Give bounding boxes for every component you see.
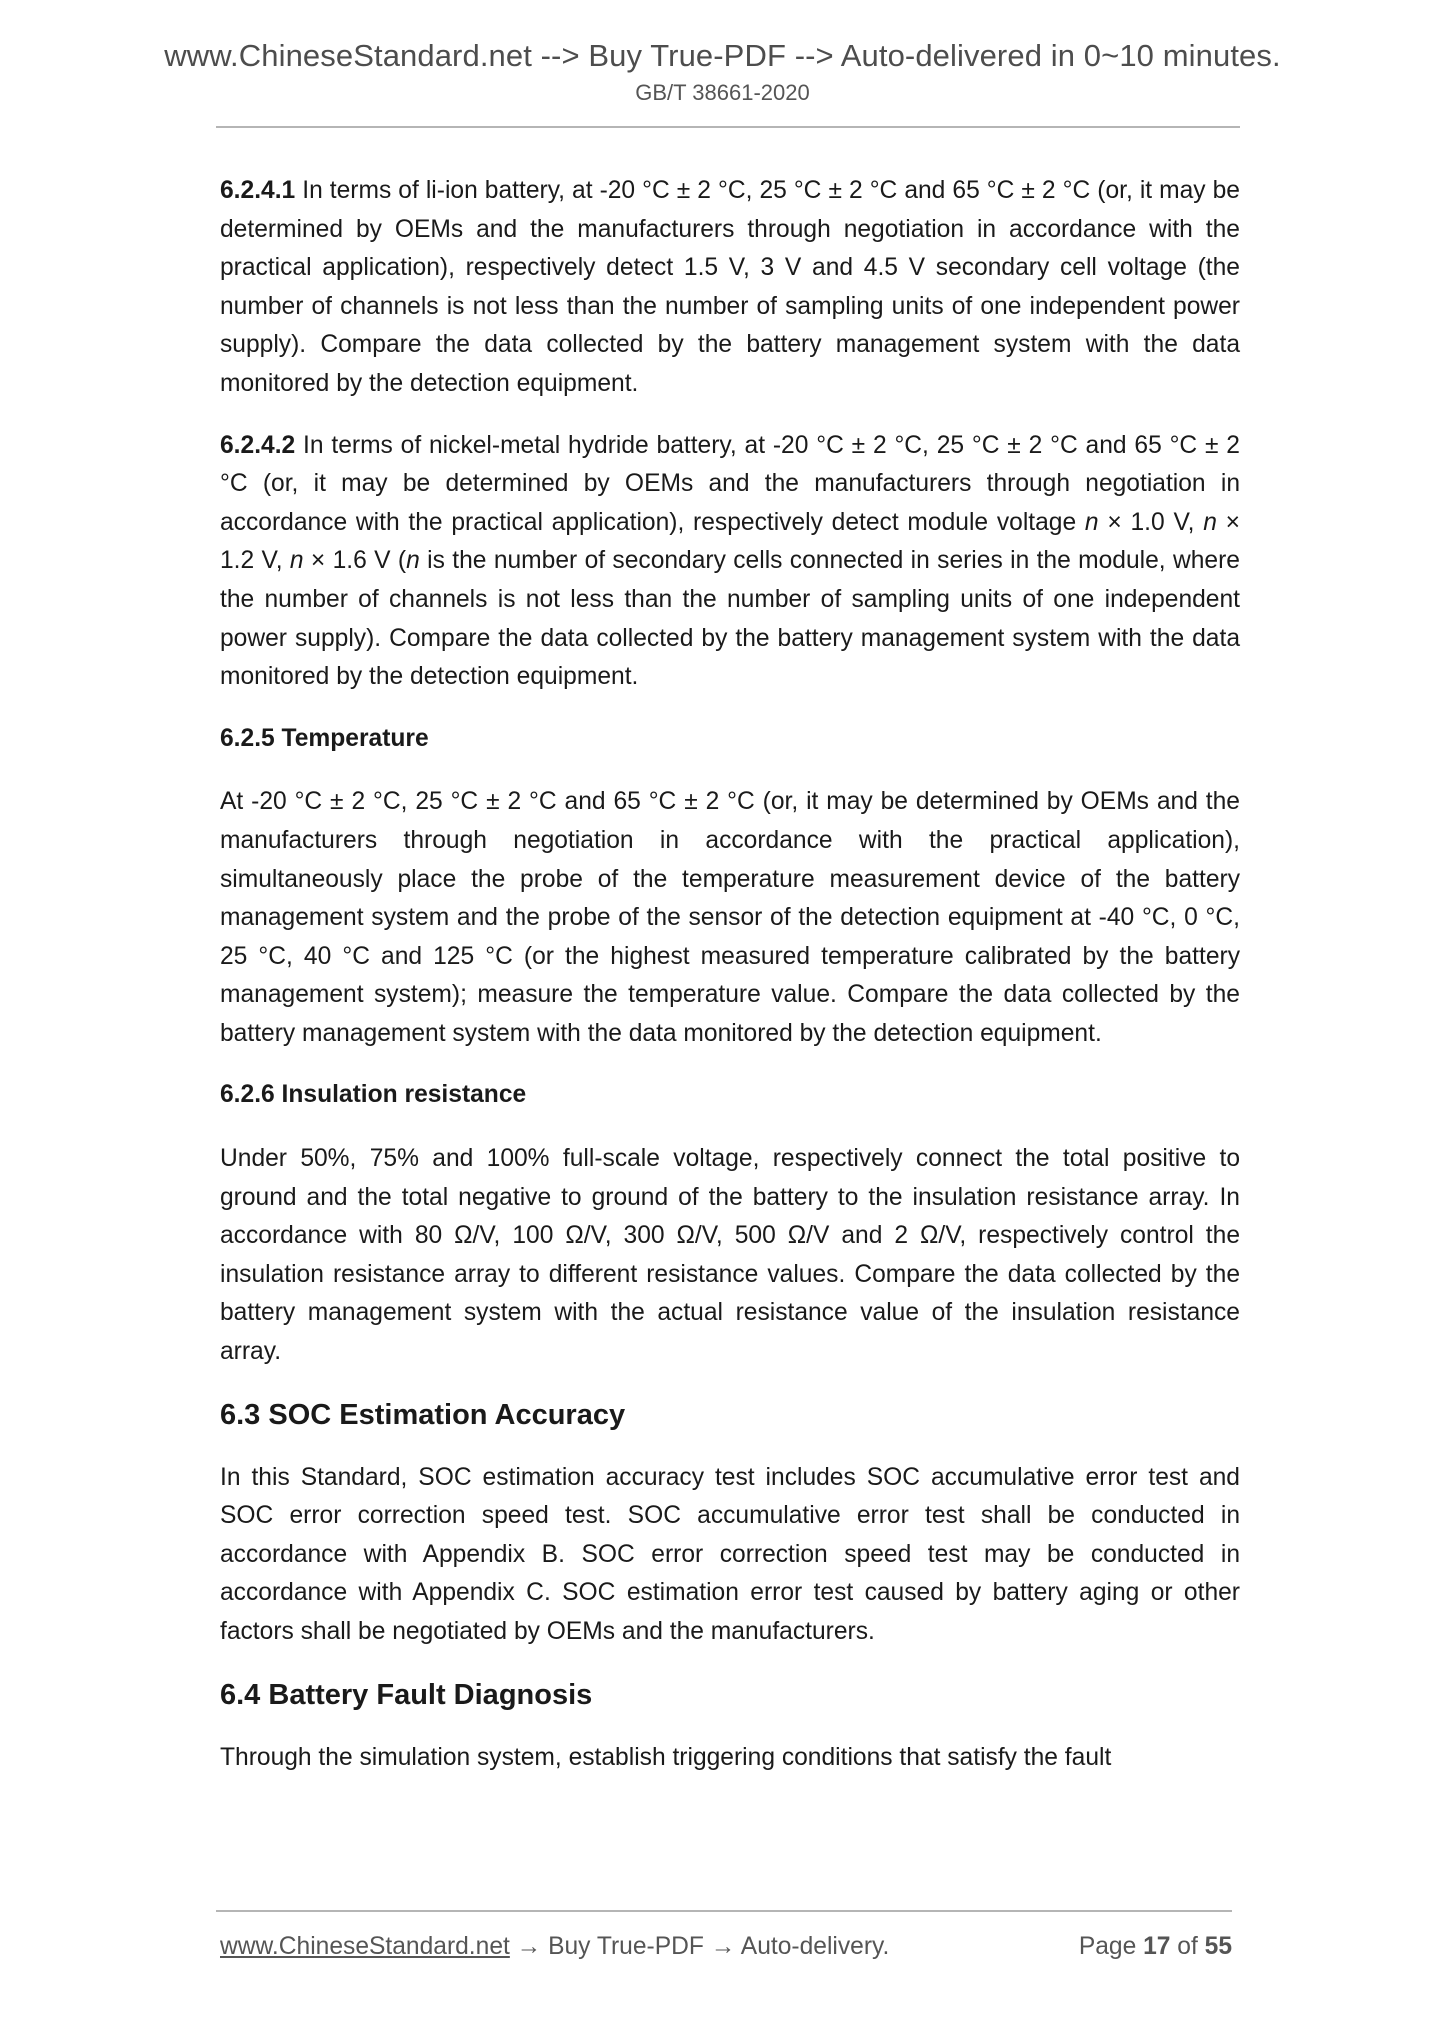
page-indicator: [1079, 1933, 1232, 1961]
clause-number: 6.2.4.1: [220, 177, 296, 204]
heading-6-4: 6.4 Battery Fault Diagnosis: [220, 1678, 593, 1711]
page-label: Page: [1078, 1933, 1144, 1960]
clause-6-3-text: In this Standard, SOC estimation accuracy test includes SOC accumulative error test and SOC error correction speed test. SOC accumulative error test shall be conducted in accordance with Appendix B. SOC error correction speed test may be conducted in accordance with Appendix C. SOC estimation error test caused by battery aging or other factors shall be negotiated by OEMs and the manufacturers.: [220, 1463, 1240, 1645]
header-divider: [216, 126, 1240, 128]
clause-number: 6.2.4.2: [220, 431, 296, 459]
clause-6-2-6-text: Under 50%, 75% and 100% full-scale voltage, respectively connect the total positive to ground and the total negative to ground of the battery to the insulation resistance array. In accordance with 80 Ω/V, 100 Ω/V, 300 Ω/V, 500 Ω/V and 2 Ω/V, respectively control the insulation resistance array to different resistance values. Compare the data collected by the battery management system with the actual resistance value of the insulation resistance array.: [220, 1145, 1240, 1366]
footer-left: [220, 1933, 889, 1961]
variable-n: n: [406, 547, 420, 575]
clause-text: In terms of nickel-metal hydride battery, at -20 °C ± 2 °C, 25 °C ± 2 °C and 65 °C ± 2 °C (or, it may be determined by OEMs and the manufacturers through negotiation in accordance with the practical application), respectively detect module voltage: [220, 431, 1240, 536]
clause-6-2-4-1: [220, 172, 1240, 404]
clause-text: × 1.0 V,: [1098, 508, 1204, 536]
clause-6-2-5-text: At -20 °C ± 2 °C, 25 °C ± 2 °C and 65 °C ± 2 °C (or, it may be determined by OEMs and the manufacturers through negotiation in accordance with the practical application), simultaneously place the probe of the temperature measurement device of the battery management system and the probe of the sensor of the detection equipment at -40 °C, 0 °C, 25 °C, 40 °C and 125 °C (or the highest measured temperature calibrated by the battery management system); measure the temperature value. Compare the data collected by the battery management system with the data monitored by the detection equipment.: [220, 788, 1240, 1047]
heading-6-2-6: 6.2.6 Insulation resistance: [220, 1081, 527, 1109]
page-footer: [220, 1933, 1232, 1969]
clause-text: is the number of secondary cells connected in series in the module, where the number of channels is not less than the number of sampling units of one independent power supply). Compare the data collected by the battery management system with the data monitored by the detection equipment.: [220, 547, 1240, 691]
footer-divider: [216, 1910, 1232, 1912]
clause-text: × 1.6 V (: [303, 547, 407, 575]
footer-tagline: → Buy True-PDF → Auto-delivery.: [509, 1933, 890, 1960]
variable-n: n: [289, 547, 304, 575]
heading-6-2-5: 6.2.5 Temperature: [220, 724, 429, 752]
variable-n: n: [1084, 508, 1099, 536]
clause-text: In terms of li-ion battery, at -20 °C ± 2 °C, 25 °C ± 2 °C and 65 °C ± 2 °C (or, it may be determined by OEMs and the manufacturers through negotiation in accordance with the practical application), respectively detect 1.5 V, 3 V and 4.5 V secondary cell voltage (the number of channels is not less than the number of sampling units of one independent power supply). Compare the data collected by the battery management system with the data monitored by the detection equipment.: [220, 177, 1240, 397]
clause-6-2-4-2: [220, 427, 1240, 697]
variable-n: n: [1203, 508, 1217, 536]
clause-text: × 1.2 V,: [220, 508, 1240, 575]
current-page: 17: [1143, 1933, 1171, 1960]
standard-number: GB/T 38661-2020: [635, 80, 810, 105]
document-body: [220, 172, 1240, 1800]
total-pages: 55: [1204, 1933, 1232, 1960]
site-banner: www.ChineseStandard.net --> Buy True-PDF --> Auto-delivered in 0~10 minutes.: [164, 38, 1281, 73]
site-link[interactable]: www.ChineseStandard.net: [220, 1933, 510, 1960]
clause-6-4-text: Through the simulation system, establish triggering conditions that satisfy the fault: [220, 1743, 1112, 1771]
of-label: of: [1170, 1933, 1205, 1960]
heading-6-3: 6.3 SOC Estimation Accuracy: [220, 1398, 626, 1431]
